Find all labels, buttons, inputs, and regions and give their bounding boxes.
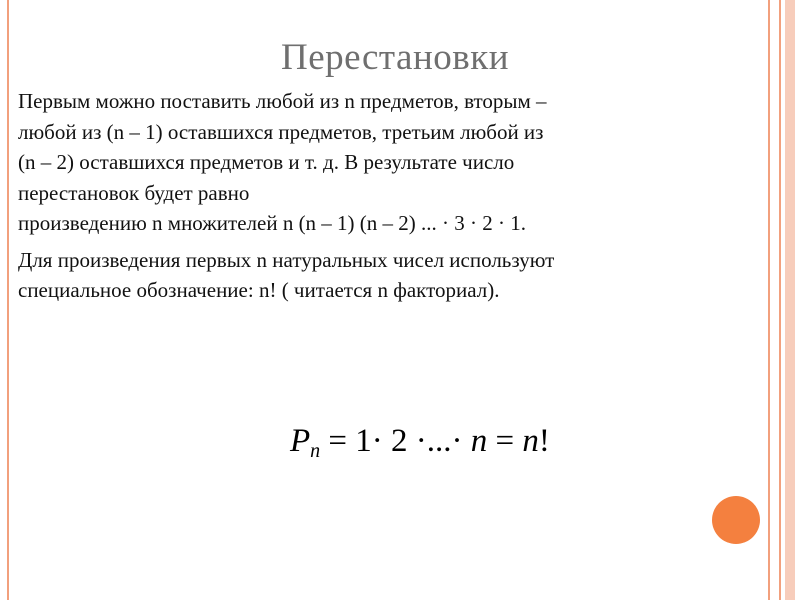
frame-line-right-inner (768, 0, 770, 600)
frame-line-left (7, 0, 9, 600)
paragraph-1-line-1: Первым можно поставить любой из n предметов, вторым – (18, 89, 547, 113)
slide-body (18, 86, 748, 306)
formula-equals: = (487, 423, 523, 459)
slide-title: Перестановки (281, 37, 509, 78)
decorative-orange-circle (712, 496, 760, 544)
frame-band-right (785, 0, 795, 600)
paragraph-1-line-4: перестановок будет равно (18, 180, 250, 205)
formula-factorial-mark: ! (538, 423, 550, 459)
formula-n-1: n (470, 423, 488, 459)
formula-product: = 1· 2 ·...· (320, 423, 471, 459)
paragraph-permutations (18, 86, 748, 239)
paragraph-1-line-2: любой из (n – 1) оставшихся предметов, третьим любой из (18, 119, 544, 144)
paragraph-2-line-2: специальное обозначение: n! ( читается n факториал). (18, 278, 500, 302)
paragraph-1-line-3: (n – 2) оставшихся предметов и т. д. В результате число (18, 150, 515, 174)
factorial-formula (290, 423, 550, 463)
formula-p-subscript: n (310, 440, 321, 462)
formula-p: P (290, 423, 311, 459)
paragraph-factorial (18, 245, 748, 306)
paragraph-1-line-5: произведению n множителей n (n – 1) (n – 2) ... · 3 · 2 · 1. (18, 211, 527, 235)
paragraph-2-line-1: Для произведения первых n натуральных чисел используют (18, 247, 555, 272)
formula-n-2: n (522, 423, 539, 459)
frame-line-right-middle (779, 0, 781, 600)
